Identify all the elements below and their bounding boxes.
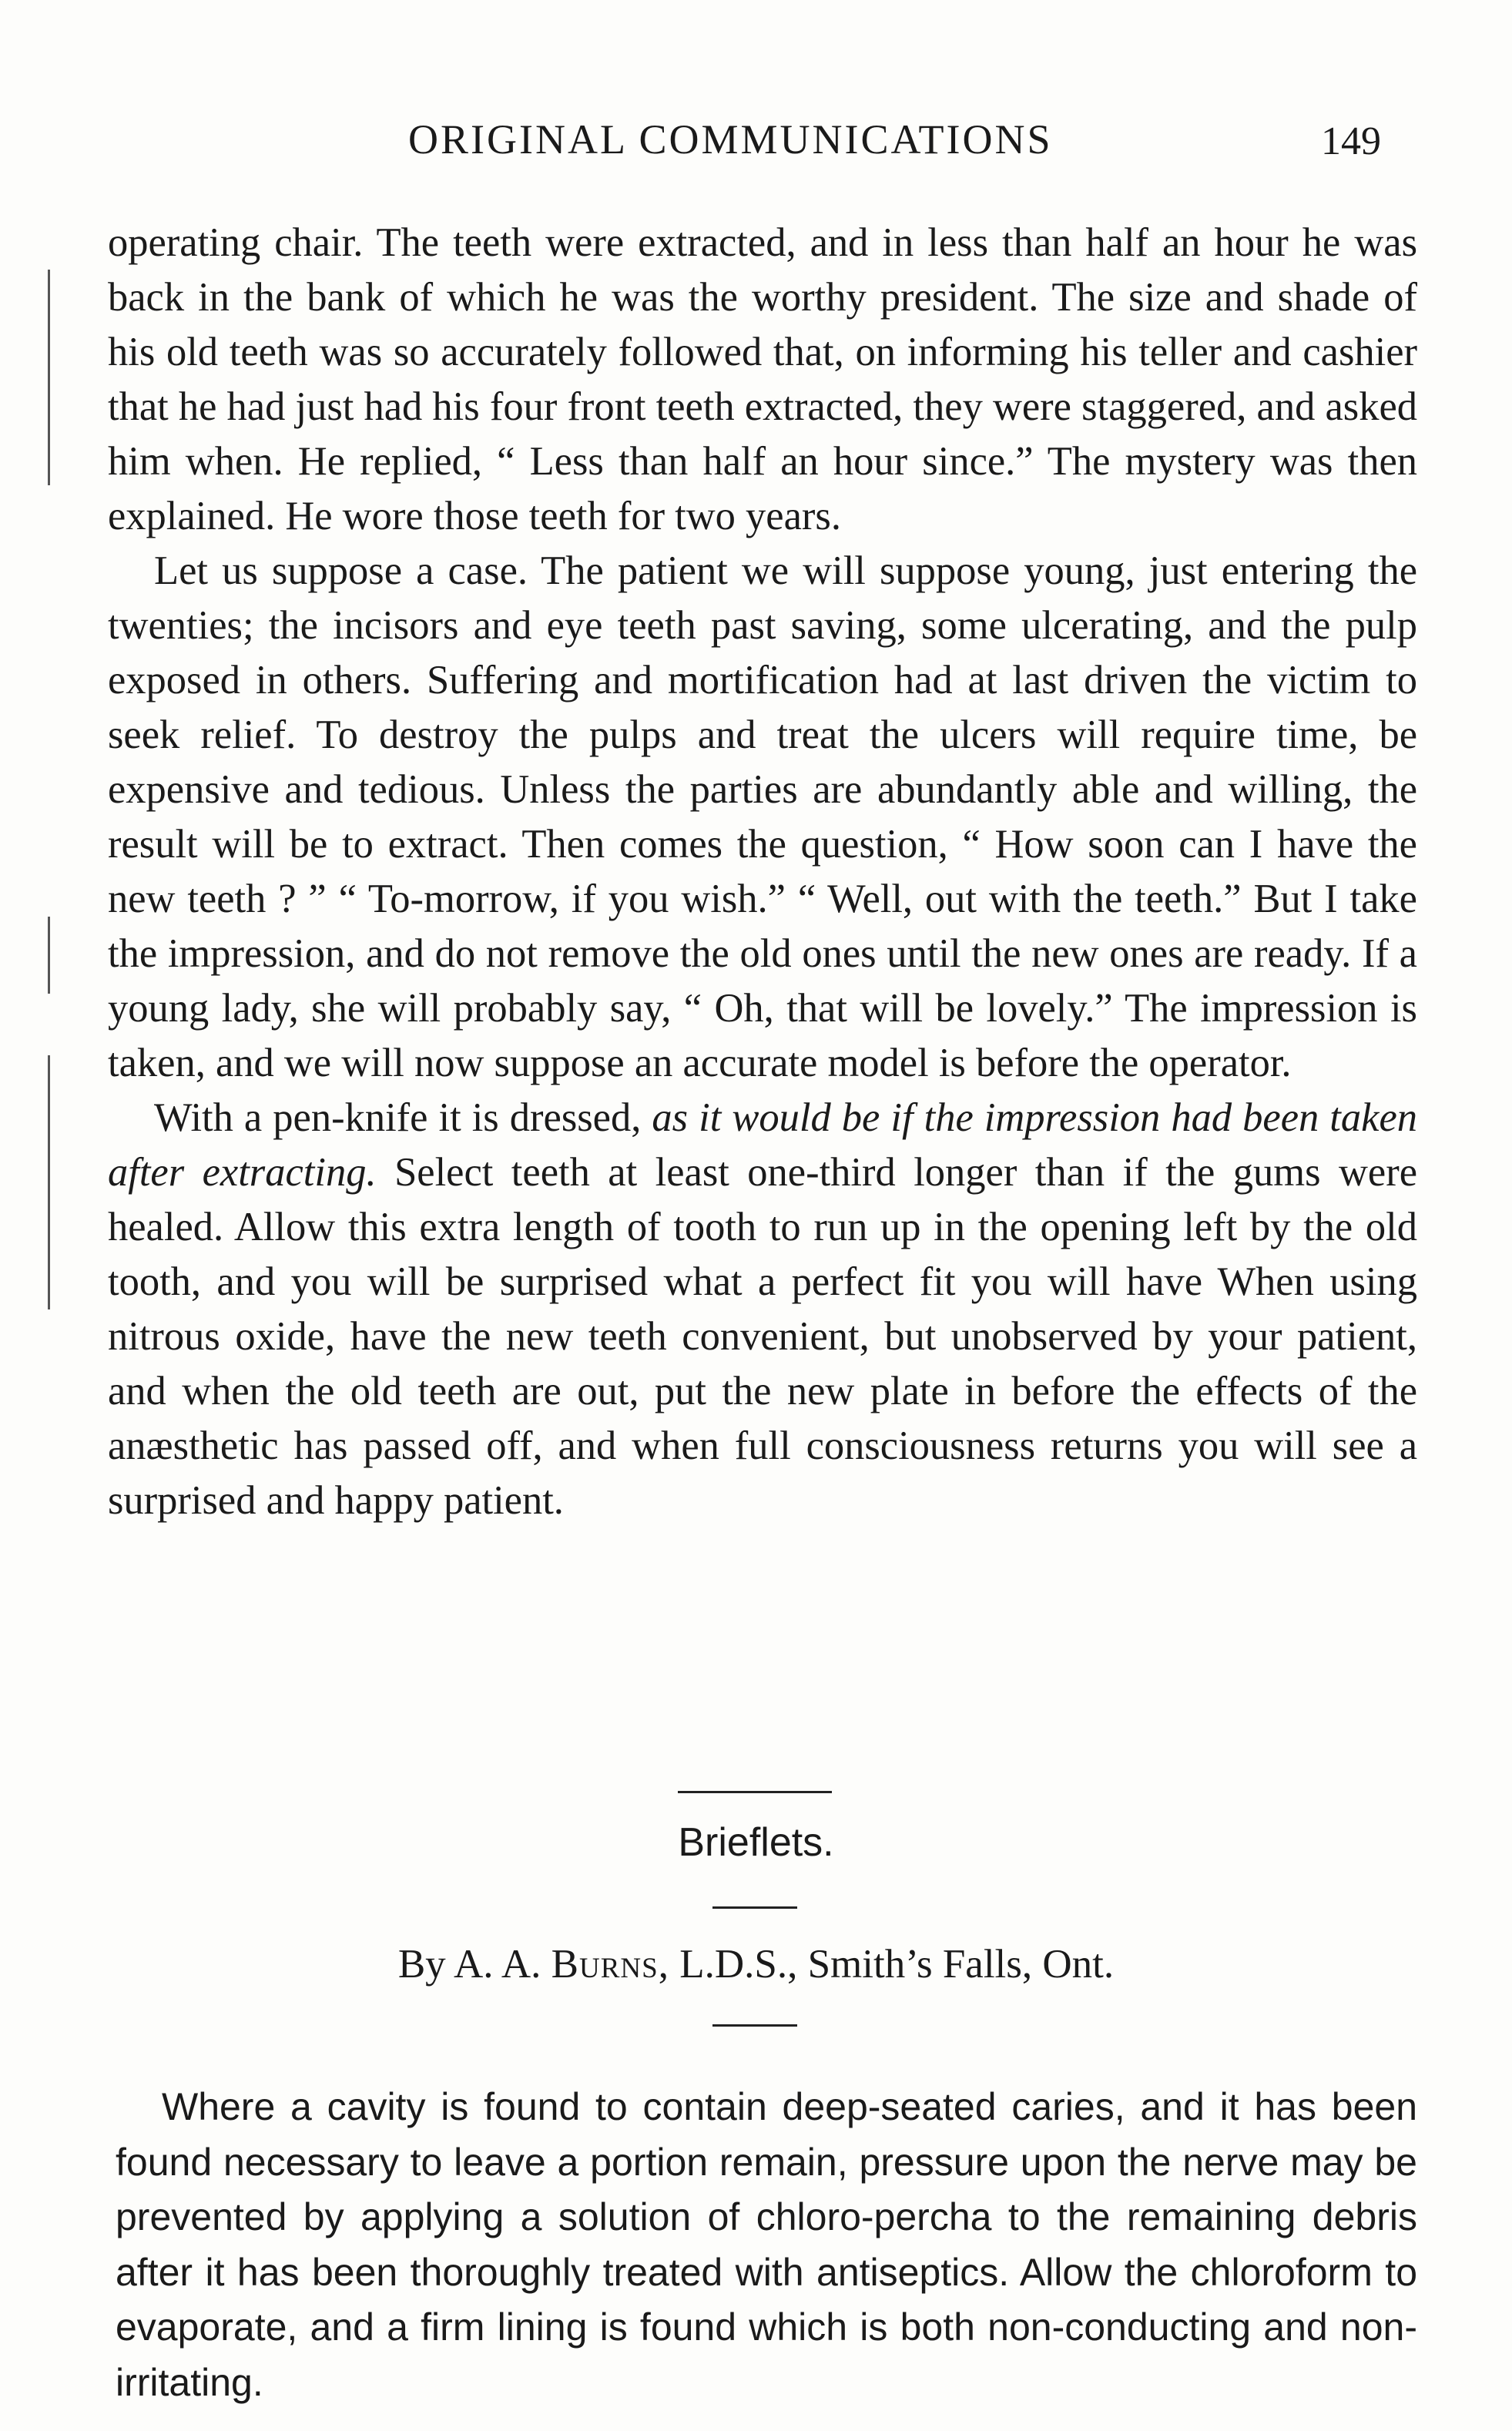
paragraph: Let us suppose a case. The patient we will suppose young, just entering the twenties; the incisors and eye teeth past saving, some ulcerating, and the pulp exposed in others. Suffering and mortification had at last driven the victim to seek relief. To destroy the pulps and treat the ulcers will require time, be expensive and tedious. Unless the parties are abundantly able and willing, the result will be to extract. Then comes the question, “ How soon can I have the new teeth ? ” “ To-morrow, if you wish.” “ Well, out with the teeth.” But I take the impression, and do not remove the old ones until the new ones are ready. If a young lady, she will probably say, “ Oh, that will be lovely.” The impression is taken, and we will now suppose an accurate model is before the operator. <box>108 548 1417 1085</box>
italic-emphasis: as it would be if the impression had been taken after extracting. <box>108 1095 1417 1195</box>
section-rule <box>712 1906 797 1909</box>
section-title: Brieflets. <box>678 1820 834 1865</box>
paragraph: operating chair. The teeth were extracted, and in less than half an hour he was back in the bank of which he was the worthy president. The size and shade of his old teeth was so accurately followed that, on informing his teller and cashier that he had just had his four front teeth extracted, they were staggered, and asked him when. He replied, “ Less than half an hour since.” The mystery was then explained. He wore those teeth for two years. <box>108 220 1417 538</box>
section-rule <box>678 1791 832 1793</box>
byline-prefix: By A. A. <box>397 1942 541 1987</box>
paragraph <box>108 1091 1417 1528</box>
author-name: Burns, <box>551 1942 669 1987</box>
section-rule <box>712 2024 797 2027</box>
paragraph: Where a cavity is found to contain deep-seated caries, and it has been found necessary to leave a portion remain, pressure upon the nerve may be prevented by applying a solution of chloro-percha to the remaining debris after it has been thoroughly treated with antiseptics. Allow the chloroform to evaporate, and a firm lining is found which is both non-conducting and non-irritating. <box>116 2085 1417 2404</box>
byline <box>0 1941 1512 1987</box>
running-title: ORIGINAL COMMUNICATIONS <box>408 116 1053 163</box>
section-body <box>116 2080 1417 2410</box>
byline-credentials: L.D.S., Smith’s Falls, Ont. <box>679 1942 1115 1987</box>
page-number: 149 <box>1321 119 1381 163</box>
margin-mark <box>48 1055 50 1309</box>
margin-mark <box>48 917 50 994</box>
page-header <box>0 116 1512 177</box>
margin-mark <box>48 270 50 485</box>
paragraph-text: Select teeth at least one-third longer than if the gums were healed. Allow this extra length of tooth to run up in the opening left by the old tooth, and you will be surprised what a perfect fit you will have When using nitrous oxide, have the new teeth convenient, but unobserved by your patient, and when the old teeth are out, put the new plate in before the effects of the anæsthetic has passed off, and when full consciousness returns you will see a surprised and happy patient. <box>108 1150 1417 1523</box>
paragraph-text: With a pen-knife it is dressed, <box>154 1095 642 1140</box>
article-body <box>108 216 1417 1528</box>
